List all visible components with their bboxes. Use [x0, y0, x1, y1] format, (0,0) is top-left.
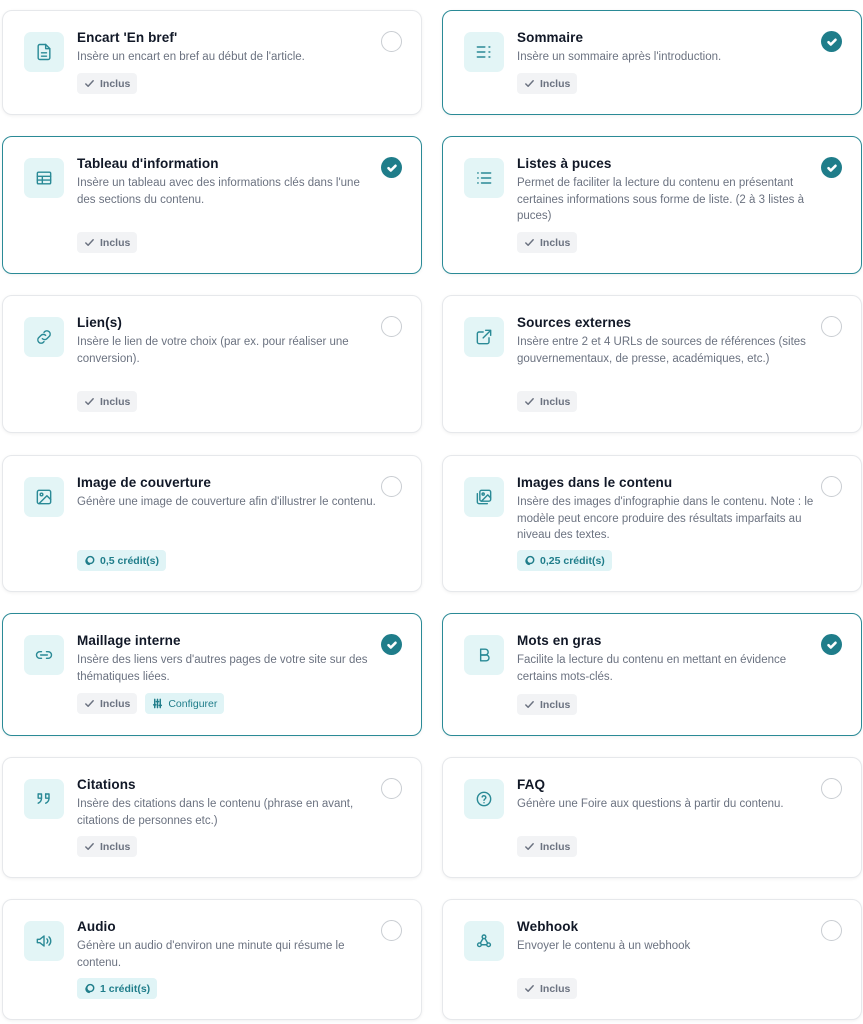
check-icon	[826, 639, 838, 651]
question-icon	[464, 779, 504, 819]
card-description: Génère une image de couverture afin d'illustrer le contenu.	[77, 496, 376, 508]
card-title: Image de couverture	[77, 475, 211, 490]
option-card-tableau-information[interactable]	[2, 136, 422, 274]
check-icon	[524, 396, 535, 407]
card-title: Listes à puces	[517, 156, 612, 171]
credit-badge: 0,25 crédit(s)	[517, 550, 612, 571]
included-badge: Inclus	[517, 694, 577, 715]
included-badge: Inclus	[77, 693, 137, 714]
coins-icon	[84, 983, 95, 994]
check-icon	[524, 237, 535, 248]
check-icon	[84, 396, 95, 407]
check-icon	[524, 983, 535, 994]
select-radio[interactable]	[381, 476, 402, 497]
card-description: Insère entre 2 et 4 URLs de sources de références (sites gouvernementaux, de presse, académiques, etc.)	[517, 336, 806, 365]
selected-check-radio[interactable]	[821, 31, 842, 52]
coins-icon	[84, 555, 95, 566]
card-title: Sources externes	[517, 315, 632, 330]
card-description: Insère le lien de votre choix (par ex. pour réaliser une conversion).	[77, 336, 349, 365]
option-card-liens[interactable]	[2, 295, 422, 433]
selected-check-radio[interactable]	[381, 634, 402, 655]
included-badge: Inclus	[517, 73, 577, 94]
card-description: Envoyer le contenu à un webhook	[517, 940, 691, 952]
credit-badge: 1 crédit(s)	[77, 978, 157, 999]
card-description: Génère une Foire aux questions à partir du contenu.	[517, 798, 784, 810]
check-icon	[524, 699, 535, 710]
speaker-icon	[24, 921, 64, 961]
image-icon	[24, 477, 64, 517]
check-icon	[84, 698, 95, 709]
included-badge: Inclus	[517, 391, 577, 412]
option-card-sommaire[interactable]	[442, 10, 862, 115]
external-link-icon	[464, 317, 504, 357]
card-title: Citations	[77, 777, 136, 792]
check-icon	[524, 841, 535, 852]
card-description: Facilite la lecture du contenu en mettant en évidence certains mots-clés.	[517, 654, 787, 683]
check-icon	[84, 237, 95, 248]
option-card-mots-en-gras[interactable]	[442, 613, 862, 736]
option-card-audio[interactable]	[2, 899, 422, 1020]
check-icon	[84, 78, 95, 89]
option-card-encart-en-bref[interactable]	[2, 10, 422, 115]
select-radio[interactable]	[381, 920, 402, 941]
document-icon	[24, 32, 64, 72]
configure-button[interactable]: Configurer	[145, 693, 224, 714]
check-icon	[386, 639, 398, 651]
included-badge: Inclus	[77, 836, 137, 857]
included-badge: Inclus	[517, 978, 577, 999]
included-badge: Inclus	[517, 836, 577, 857]
card-title: Tableau d'information	[77, 156, 219, 171]
webhook-icon	[464, 921, 504, 961]
card-description: Insère un sommaire après l'introduction.	[517, 51, 722, 63]
card-title: Images dans le contenu	[517, 475, 673, 490]
select-radio[interactable]	[821, 476, 842, 497]
card-title: Mots en gras	[517, 633, 602, 648]
check-icon	[524, 78, 535, 89]
included-badge: Inclus	[77, 391, 137, 412]
sliders-icon	[152, 698, 163, 709]
card-description: Insère des images d'infographie dans le contenu. Note : le modèle peut encore produire des résultats imparfaits au niveau des textes.	[517, 496, 814, 541]
included-badge: Inclus	[77, 73, 137, 94]
card-description: Insère des citations dans le contenu (phrase en avant, citations de personnes etc.)	[77, 798, 354, 827]
card-title: FAQ	[517, 777, 546, 792]
selected-check-radio[interactable]	[821, 634, 842, 655]
credit-badge: 0,5 crédit(s)	[77, 550, 166, 571]
bold-icon	[464, 635, 504, 675]
check-icon	[84, 841, 95, 852]
option-card-images-dans-le-contenu[interactable]	[442, 455, 862, 592]
quote-icon	[24, 779, 64, 819]
select-radio[interactable]	[381, 31, 402, 52]
card-description: Insère un encart en bref au début de l'article.	[77, 51, 305, 63]
coins-icon	[524, 555, 535, 566]
check-icon	[826, 162, 838, 174]
card-description: Insère des liens vers d'autres pages de votre site sur des thématiques liées.	[77, 654, 368, 683]
card-description: Génère un audio d'environ une minute qui résume le contenu.	[77, 940, 345, 969]
table-icon	[24, 158, 64, 198]
table-of-contents-icon	[464, 32, 504, 72]
card-title: Audio	[77, 919, 116, 934]
card-title: Sommaire	[517, 30, 584, 45]
images-icon	[464, 477, 504, 517]
option-card-webhook[interactable]	[442, 899, 862, 1020]
select-radio[interactable]	[381, 778, 402, 799]
option-card-listes-a-puces[interactable]	[442, 136, 862, 274]
option-card-maillage-interne[interactable]	[2, 613, 422, 736]
included-badge: Inclus	[517, 232, 577, 253]
select-radio[interactable]	[821, 920, 842, 941]
card-title: Maillage interne	[77, 633, 181, 648]
select-radio[interactable]	[821, 316, 842, 337]
included-badge: Inclus	[77, 232, 137, 253]
link-icon	[24, 317, 64, 357]
selected-check-radio[interactable]	[381, 157, 402, 178]
check-icon	[386, 162, 398, 174]
check-icon	[826, 36, 838, 48]
card-title: Lien(s)	[77, 315, 122, 330]
option-card-faq[interactable]	[442, 757, 862, 878]
card-title: Webhook	[517, 919, 579, 934]
bullet-list-icon	[464, 158, 504, 198]
selected-check-radio[interactable]	[821, 157, 842, 178]
card-title: Encart 'En bref'	[77, 30, 178, 45]
select-radio[interactable]	[821, 778, 842, 799]
internal-link-icon	[24, 635, 64, 675]
option-card-image-de-couverture[interactable]	[2, 455, 422, 592]
card-description: Insère un tableau avec des informations clés dans l'une des sections du contenu.	[77, 177, 360, 206]
option-card-sources-externes[interactable]	[442, 295, 862, 433]
select-radio[interactable]	[381, 316, 402, 337]
card-description: Permet de faciliter la lecture du contenu en présentant certaines informations sous forme de liste. (2 à 3 listes à puces)	[517, 177, 804, 222]
option-card-citations[interactable]	[2, 757, 422, 878]
